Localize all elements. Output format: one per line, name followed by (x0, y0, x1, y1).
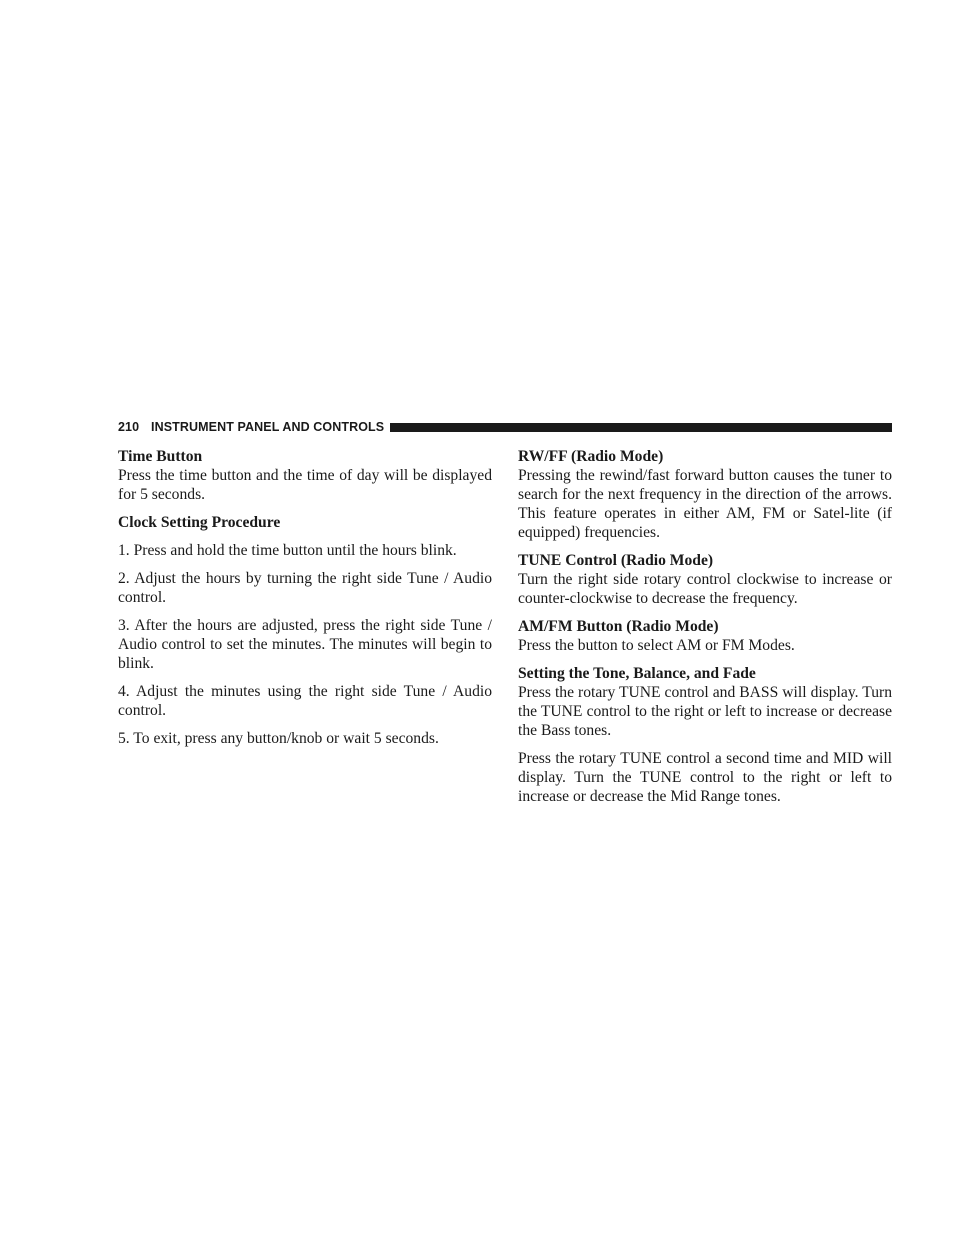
rwff-heading: RW/FF (Radio Mode) (518, 448, 664, 465)
clock-step-1: 1. Press and hold the time button until the hours blink. (118, 542, 457, 559)
clock-step-4: 4. Adjust the minutes using the right side Tune / Audio control. (118, 683, 492, 719)
amfm-section (518, 617, 892, 655)
section-title: INSTRUMENT PANEL AND CONTROLS (151, 420, 385, 434)
page-number: 210 (118, 420, 140, 434)
tone-text-1: Press the rotary TUNE control and BASS will display. Turn the TUNE control to the right or left to increase or decrease the Bass tones. (518, 684, 892, 739)
page-header (118, 419, 892, 435)
right-column (518, 447, 892, 815)
left-column (118, 447, 492, 757)
amfm-heading: AM/FM Button (Radio Mode) (518, 618, 719, 635)
tune-control-heading: TUNE Control (Radio Mode) (518, 552, 714, 569)
rwff-section (518, 447, 892, 542)
rwff-text: Pressing the rewind/fast forward button causes the tuner to search for the next frequency in the direction of the arrows. This feature operates in either AM, FM or Satel-lite (if equipped) frequencies. (518, 467, 892, 541)
clock-step-2: 2. Adjust the hours by turning the right side Tune / Audio control. (118, 570, 492, 606)
time-button-section (118, 447, 492, 504)
tone-heading: Setting the Tone, Balance, and Fade (518, 665, 756, 682)
clock-setting-heading: Clock Setting Procedure (118, 514, 281, 531)
tune-control-text: Turn the right side rotary control clockwise to increase or counter-clockwise to decrease the frequency. (518, 571, 892, 607)
time-button-text: Press the time button and the time of day will be displayed for 5 seconds. (118, 467, 492, 503)
clock-setting-section (118, 513, 492, 532)
header-rule (390, 423, 892, 432)
tune-control-section (518, 551, 892, 608)
clock-step-3: 3. After the hours are adjusted, press the right side Tune / Audio control to set the minutes. The minutes will begin to blink. (118, 617, 492, 672)
tone-section (518, 664, 892, 806)
tone-text-2: Press the rotary TUNE control a second time and MID will display. Turn the TUNE control to the right or left to increase or decrease the Mid Range tones. (518, 750, 892, 805)
clock-step-5: 5. To exit, press any button/knob or wait 5 seconds. (118, 730, 439, 747)
amfm-text: Press the button to select AM or FM Modes. (518, 637, 795, 654)
time-button-heading: Time Button (118, 448, 203, 465)
